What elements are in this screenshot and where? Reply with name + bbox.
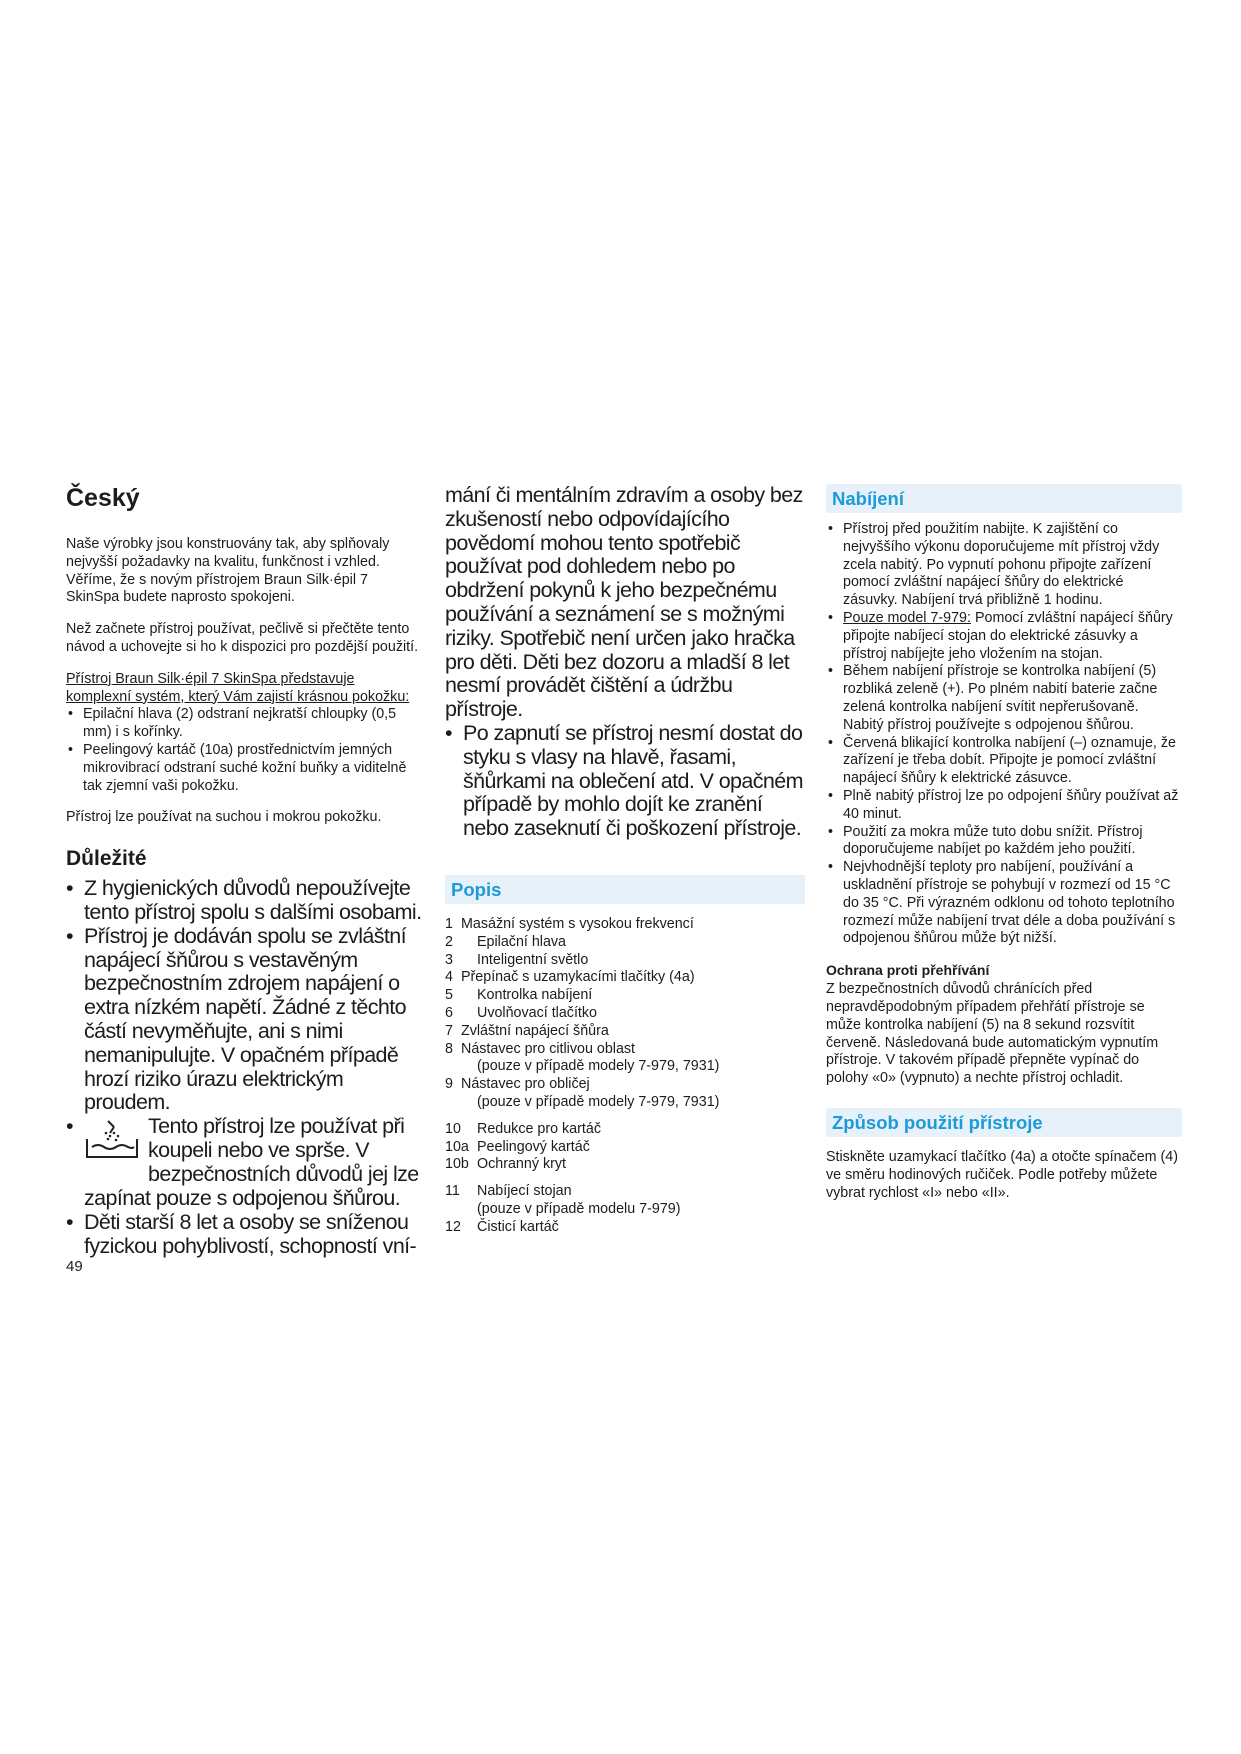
description-item: 10b Ochranný kryt [445, 1156, 566, 1173]
list-item: • Nejvhodnější teploty pro nabíjení, používání a uskladnění přístroje se pohybují v rozmezí od 15 °C do 35 °C. Při výrazném odklonu od tohoto teplotního rozmezí může nabíjení trvat déle a doba používání s odpojenou šňůrou může být nižší. [826, 859, 1182, 948]
list-item: • Epilační hlava (2) odstraní nejkratší chloupky (0,5 mm) i s kořínky. [66, 706, 422, 742]
system-heading: Přístroj Braun Silk·épil 7 SkinSpa představuje komplexní systém, který Vám zajistí krásnou pokožku: [66, 670, 410, 705]
column-right [826, 484, 1182, 1216]
description-item: 2 Epilační hlava [445, 933, 567, 950]
model-note-label: Pouze model 7-979: [843, 609, 971, 626]
description-item: 11 Nabíjecí stojan [445, 1183, 572, 1200]
description-item: 6 Uvolňovací tlačítko [445, 1004, 597, 1021]
section-heading-charging: Nabíjení [826, 484, 1182, 513]
bath-text: Tento přístroj lze používat při koupeli nebo ve sprše. V bezpečnostních důvodů jej lze zapínat pouze s odpojenou šňůrou. [84, 1114, 419, 1210]
continued-text: mání či mentálním zdravím a osoby bez zkušeností nebo odpovídajícího povědomí mohou tento spotřebič používat pod dohledem nebo po obdržení pokynů k jeho bezpečnému používání a seznámení se s možnými riziky. Spotřebič není určen jako hračka pro děti. Děti bez dozoru a mladší 8 let nesmí provádět čištění a údržbu přístroje. [445, 483, 803, 722]
list-item: • Pouze model 7-979: Pomocí zvláštní napájecí šňůry připojte nabíjecí stojan do elektrické zásuvky a přístroj nabíjejte jeho vložením na stojan. [826, 610, 1182, 663]
list-item: • Plně nabitý přístroj lze po odpojení šňůry používat až 40 minut. [826, 788, 1182, 824]
important-heading: Důležité [66, 847, 147, 871]
list-item: • Použití za mokra může tuto dobu snížit. Přístroj doporučujeme nabíjet po každém jeho použití. [826, 824, 1182, 860]
page-number: 49 [66, 1258, 83, 1275]
list-item: • Děti starší 8 let a osoby se sníženou fyzickou pohyblivostí, schopností vní- [66, 1211, 422, 1259]
description-item: 7 Zvláštní napájecí šňůra [445, 1022, 609, 1039]
description-item: 8 Nástavec pro citlivou oblast [445, 1040, 636, 1057]
description-item: 10a Peelingový kartáč [445, 1138, 590, 1155]
description-subitem: (pouze v případě modelu 7-979) [477, 1200, 681, 1217]
section-heading-usage: Způsob použití přístroje [826, 1108, 1182, 1137]
list-item: • Během nabíjení přístroje se kontrolka nabíjení (5) rozbliká zeleně (+). Po plném nabití baterie začne zelená kontrolka nabíjení svítit nepřerušovaně. Nabitý přístroj používejte s odpojenou šňůrou. [826, 663, 1182, 734]
description-item: 5 Kontrolka nabíjení [445, 987, 593, 1004]
dry-wet-note: Přístroj lze používat na suchou i mokrou pokožku. [66, 809, 382, 826]
charging-list [826, 521, 1182, 948]
column-middle [445, 484, 805, 1237]
list-item: • Po zapnutí se přístroj nesmí dostat do styku s vlasy na hlavě, řasami, šňůrkami na oblečení atd. V opačném případě by mohlo dojít ke zranění nebo zaseknutí či poškození přístroje. [445, 722, 805, 841]
description-item: 12 Čisticí kartáč [445, 1218, 559, 1235]
overheat-paragraph: Z bezpečnostních důvodů chránících před nepravděpodobným případem přehřátí přístroje se může kontrolka nabíjení (5) na 8 sekund rozsvítit červeně. Následovaná bude automatickým vypnutím přístroje. V takovém případě přepněte vypínač do polohy «0» (vypnuto) a nechte přístroj ochladit. [826, 981, 1159, 1087]
list-item: • Přístroj před použitím nabijte. K zajištění co nejvyššího výkonu doporučujeme mít přístroj vždy zcela nabitý. Po vypnutí pohonu připojte zařízení pomocí zvláštní napájecí šňůry do elektrické zásuvky. Nabíjení trvá přibližně 1 hodinu. [826, 521, 1182, 610]
description-item: 4 Přepínač s uzamykacími tlačítky (4a) [445, 969, 695, 986]
column-left [66, 484, 422, 1259]
list-item: • Červená blikající kontrolka nabíjení (–) oznamuje, že zařízení je třeba dobít. Připojte je pomocí zvláštní napájecí šňůry k elektrické zásuvce. [826, 735, 1182, 788]
description-item: 1 Masážní systém s vysokou frekvencí [445, 915, 694, 932]
important-list [66, 877, 422, 1259]
section-heading-description: Popis [445, 875, 805, 904]
bath-shower-icon [84, 1117, 140, 1165]
intro-paragraph: Naše výrobky jsou konstruovány tak, aby splňovaly nejvyšší požadavky na kvalitu, funkčnost i vzhled. Věříme, že s novým přístrojem Braun Silk·épil 7 SkinSpa budete naprosto spokojeni. [66, 536, 390, 606]
continued-safety-list [445, 484, 805, 841]
description-item: 10 Redukce pro kartáč [445, 1120, 601, 1137]
list-item-bath [66, 1115, 422, 1211]
list-item: • Z hygienických důvodů nepoužívejte tento přístroj spolu s dalšími osobami. [66, 877, 422, 925]
list-item: • Peelingový kartáč (10a) prostřednictvím jemných mikrovibrací odstraní suché kožní buňky a viditelně tak zjemní vaši pokožku. [66, 742, 422, 795]
system-list [66, 706, 422, 795]
page-title: Český [66, 484, 140, 512]
description-item: 3 Inteligentní světlo [445, 951, 589, 968]
list-item: • Přístroj je dodáván spolu se zvláštní napájecí šňůrou s vestavěným bezpečnostním zdrojem napájení o extra nízkém napětí. Žádné z těchto částí nevyměňujte, ani s nimi nemanipulujte. V opačném případě hrozí riziko úrazu elektrickým proudem. [66, 925, 422, 1115]
description-subitem: (pouze v případě modely 7-979, 7931) [477, 1058, 720, 1075]
read-instructions-paragraph: Než začnete přístroj používat, pečlivě si přečtěte tento návod a uchovejte si ho k dispozici pro pozdější použití. [66, 621, 419, 655]
description-subitem: (pouze v případě modely 7-979, 7931) [477, 1093, 720, 1110]
overheat-heading: Ochrana proti přehřívání [826, 962, 990, 979]
description-item: 9 Nástavec pro obličej [445, 1076, 590, 1093]
description-list [445, 916, 805, 1237]
usage-paragraph: Stiskněte uzamykací tlačítko (4a) a otočte spínačem (4) ve směru hodinových ručiček. Podle potřeby můžete vybrat rychlost «I» nebo «II». [826, 1148, 1179, 1201]
